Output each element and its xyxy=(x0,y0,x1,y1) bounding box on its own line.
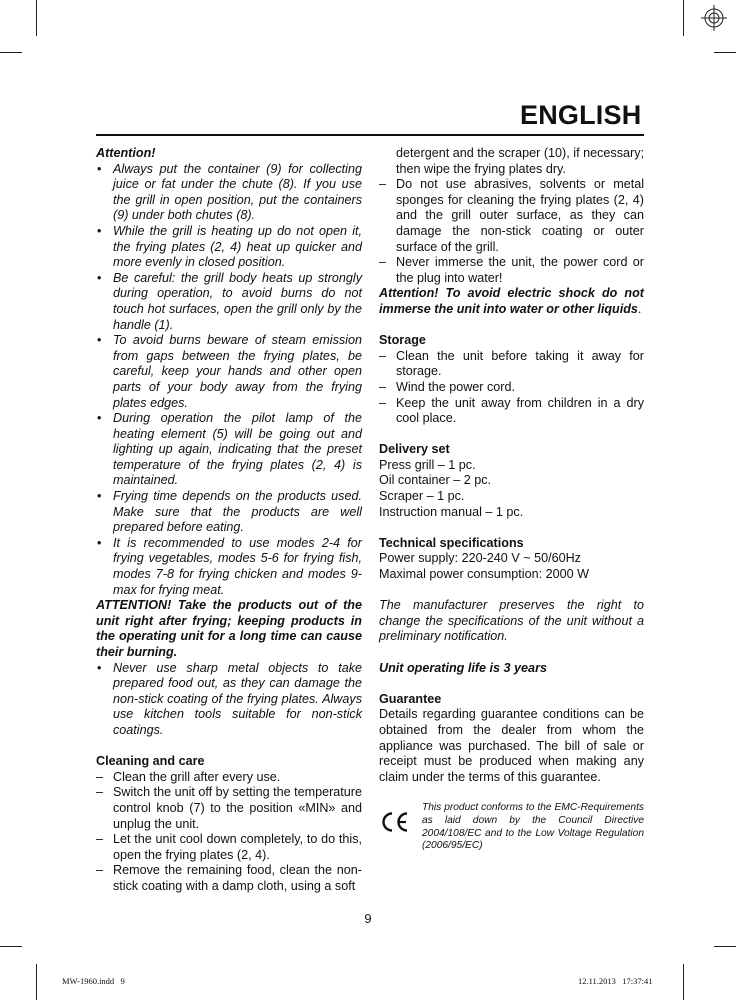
list-item: – Do not use abrasives, solvents or metal sponges for cleaning the frying plates (2, 4) and the grill outer surface, as they can damage the non-stick coating or outer surface of the grill. xyxy=(379,177,644,255)
header-divider xyxy=(96,134,644,136)
storage-list xyxy=(379,349,644,427)
shock-warning xyxy=(379,286,644,317)
list-item: • Frying time depends on the products used. Make sure that the products are well prepared before eating. xyxy=(96,489,362,536)
list-item: – Remove the remaining food, clean the non-stick coating with a damp cloth, using a soft xyxy=(96,863,362,894)
registration-mark-icon xyxy=(700,4,728,32)
cleaning-list-continued xyxy=(379,177,644,286)
delivery-item: Scraper – 1 pc. xyxy=(379,489,465,504)
manufacturer-note: The manufacturer preserves the right to change the specifications of the unit without a preliminary notification. xyxy=(379,598,644,644)
cleaning-continued: detergent and the scraper (10), if necessary; then wipe the frying plates dry. xyxy=(396,146,644,176)
list-item: – Let the unit cool down completely, to do this, open the frying plates (2, 4). xyxy=(96,832,362,863)
attention-list xyxy=(96,162,362,599)
footer-timestamp: 12.11.2013 17:37:41 xyxy=(578,976,653,986)
guarantee-heading: Guarantee xyxy=(379,691,442,706)
crop-mark xyxy=(683,0,684,36)
delivery-item: Instruction manual – 1 pc. xyxy=(379,504,524,519)
crop-mark xyxy=(0,52,22,53)
ce-mark-icon xyxy=(379,810,409,834)
attention-list-last xyxy=(96,661,362,739)
guarantee-text: Details regarding guarantee conditions can be obtained from the dealer from whom the appliance was purchased. The bill of sale or receipt must be produced when making any claim under the terms of this guarantee. xyxy=(379,707,644,784)
cleaning-heading: Cleaning and care xyxy=(96,754,205,769)
page-number: 9 xyxy=(364,911,372,926)
tech-item: Power supply: 220-240 V ~ 50/60Hz xyxy=(379,551,581,566)
ce-conformity-text: This product conforms to the EMC-Requirements as laid down by the Council Directive 2004/108/EC and to the Low Voltage Regulation (2006/95/EC) xyxy=(422,802,644,852)
delivery-item: Press grill – 1 pc. xyxy=(379,457,476,472)
list-item: – Never immerse the unit, the power cord or the plug into water! xyxy=(379,255,644,286)
list-item: • Never use sharp metal objects to take prepared food out, as they can damage the non-stick coating of the frying plates. Always use kitchen tools suitable for non-stick coatings. xyxy=(96,661,362,739)
crop-mark xyxy=(714,946,736,947)
list-item: • It is recommended to use modes 2-4 for frying vegetables, modes 5-6 for frying fish, modes 7-8 for frying chicken and modes 9-max for frying meat. xyxy=(96,536,362,598)
footer-file-name: MW-1960.indd 9 xyxy=(62,976,125,986)
attention-caps-warning: ATTENTION! Take the products out of the unit right after frying; keeping products in the operating unit for a long time can cause their burning. xyxy=(96,598,362,659)
list-item: • To avoid burns beware of steam emission from gaps between the frying plates, be careful, keep your hands and other open parts of your body away from the frying plates edges. xyxy=(96,333,362,411)
delivery-heading: Delivery set xyxy=(379,442,450,457)
list-item: – Wind the power cord. xyxy=(379,380,644,396)
storage-heading: Storage xyxy=(379,333,426,348)
list-item: – Keep the unit away from children in a dry cool place. xyxy=(379,396,644,427)
crop-mark xyxy=(0,946,22,947)
list-item: • During operation the pilot lamp of the heating element (5) will be going out and lighting up again, indicating that the preset temperature of the frying plates (2, 4) is maintained. xyxy=(96,411,362,489)
crop-mark xyxy=(683,964,684,1000)
cleaning-list xyxy=(96,770,362,895)
operating-life: Unit operating life is 3 years xyxy=(379,660,547,675)
shock-warning-period: . xyxy=(637,301,642,316)
shock-warning-text: Attention! To avoid electric shock do not immerse the unit into water or other liquids xyxy=(379,286,644,316)
crop-mark xyxy=(36,964,37,1000)
attention-heading: Attention! xyxy=(96,146,156,160)
list-item: – Clean the unit before taking it away for storage. xyxy=(379,349,644,380)
delivery-item: Oil container – 2 pc. xyxy=(379,473,492,488)
tech-heading: Technical specifications xyxy=(379,535,524,550)
tech-item: Maximal power consumption: 2000 W xyxy=(379,567,589,582)
left-column xyxy=(96,146,362,895)
list-item: • Be careful: the grill body heats up strongly during operation, to avoid burns do not touch hot surfaces, open the grill only by the handle (1). xyxy=(96,271,362,333)
list-item: • Always put the container (9) for collecting juice or fat under the chute (8). If you use the grill in open position, put the containers (9) under both chutes (8). xyxy=(96,162,362,224)
list-item: • While the grill is heating up do not open it, the frying plates (2, 4) heat up quicker and more evenly in closed position. xyxy=(96,224,362,271)
page-title: ENGLISH xyxy=(520,100,642,130)
list-item: – Switch the unit off by setting the temperature control knob (7) to the position «MIN» and unplug the unit. xyxy=(96,785,362,832)
crop-mark xyxy=(714,52,736,53)
list-item: – Clean the grill after every use. xyxy=(96,770,362,786)
right-column xyxy=(379,146,644,785)
crop-mark xyxy=(36,0,37,36)
